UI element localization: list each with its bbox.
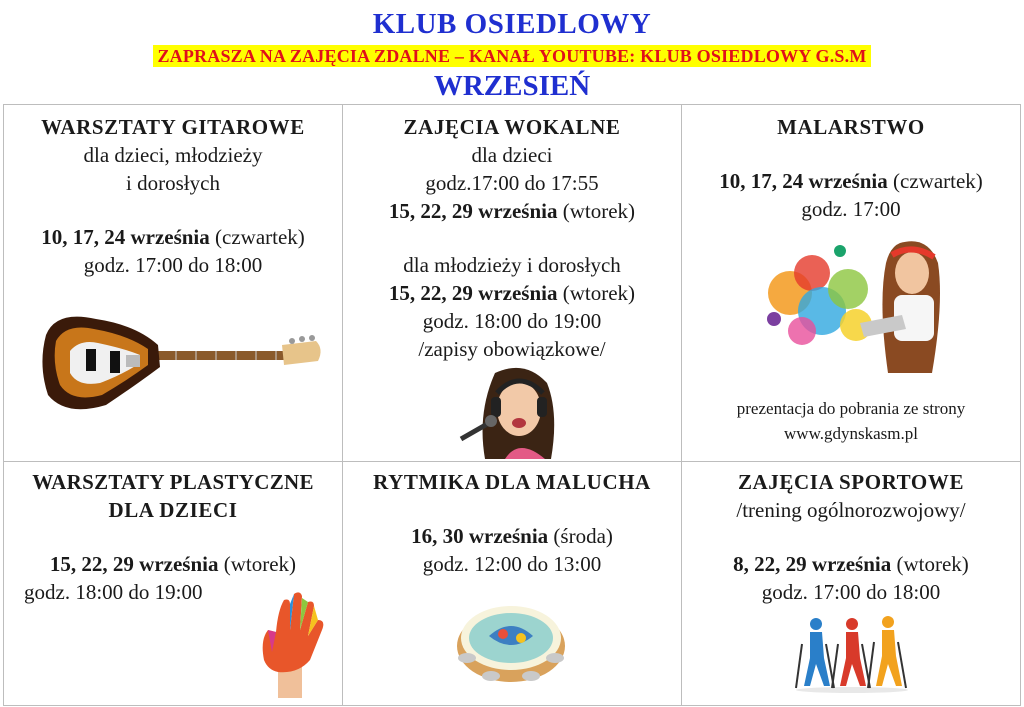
time-line: godz. 18:00 do 19:00 [422, 309, 602, 333]
dates-line [343, 279, 681, 307]
weekday: (wtorek) [557, 199, 636, 223]
audience-line: i dorosłych [126, 171, 220, 195]
cell-vocal-classes [343, 105, 682, 462]
cell-title-line2: DLA DZIECI [108, 498, 238, 522]
tambourine-icon [453, 592, 569, 688]
cell-rhythm-toddlers [343, 462, 682, 706]
dates-line [4, 223, 342, 251]
painted-hand-icon [248, 590, 330, 698]
singer-with-headphones-icon [455, 363, 570, 459]
dates-line [343, 197, 681, 225]
schedule-table [3, 104, 1021, 706]
cell-title: MALARSTWO [777, 115, 925, 139]
subtitle-banner [0, 45, 1024, 67]
dates-line [682, 167, 1020, 195]
cell-guitar-workshop [4, 105, 343, 462]
dates-bold: 16, 30 września [411, 524, 549, 548]
page-title: KLUB OSIEDLOWY [372, 8, 652, 40]
nordic-walkers-icon [792, 614, 912, 694]
cell-title: WARSZTATY PLASTYCZNE [32, 470, 314, 494]
audience-line: dla młodzieży i dorosłych [403, 253, 621, 277]
paint-splash-girl-icon [760, 233, 956, 373]
weekday: (czwartek) [887, 169, 983, 193]
signup-note: /zapisy obowiązkowe/ [418, 337, 606, 361]
dates-bold: 8, 22, 29 września [733, 552, 892, 576]
website-link[interactable]: www.gdynskasm.pl [784, 424, 918, 443]
dates-bold: 10, 17, 24 września [41, 225, 210, 249]
dates-line [682, 550, 1020, 578]
subtitle-text: ZAPRASZA NA ZAJĘCIA ZDALNE – KANAŁ YOUTUBE: KLUB OSIEDLOWY G.S.M [153, 45, 870, 67]
dates-line [4, 550, 342, 578]
weekday: (wtorek) [557, 281, 636, 305]
time-line: godz. 18:00 do 19:00 [24, 580, 203, 604]
audience-line: dla dzieci [471, 143, 553, 167]
cell-painting [682, 105, 1021, 462]
time-line: godz. 12:00 do 13:00 [422, 552, 602, 576]
cell-title: ZAJĘCIA SPORTOWE [737, 470, 965, 494]
dates-line [343, 522, 681, 550]
weekday: (wtorek) [218, 552, 297, 576]
dates-bold: 15, 22, 29 września [388, 199, 558, 223]
weekday: (środa) [548, 524, 613, 548]
dates-bold: 15, 22, 29 września [49, 552, 219, 576]
dates-bold: 15, 22, 29 września [388, 281, 558, 305]
electric-guitar-icon [36, 305, 326, 415]
audience-line: dla dzieci, młodzieży [83, 143, 263, 167]
time-line: godz. 17:00 do 18:00 [761, 580, 941, 604]
month-heading: WRZESIEŃ [433, 70, 591, 102]
time-line: godz. 17:00 [801, 197, 901, 221]
time-line: godz. 17:00 do 18:00 [83, 253, 263, 277]
cell-art-workshop [4, 462, 343, 706]
time-line: godz.17:00 do 17:55 [425, 171, 599, 195]
weekday: (wtorek) [891, 552, 969, 576]
download-note: prezentacja do pobrania ze strony [736, 399, 966, 418]
cell-title: RYTMIKA DLA MALUCHA [373, 470, 651, 494]
subtitle-line: /trening ogólnorozwojowy/ [736, 498, 966, 522]
cell-title: ZAJĘCIA WOKALNE [403, 115, 621, 139]
weekday: (czwartek) [209, 225, 305, 249]
dates-bold: 10, 17, 24 września [719, 169, 888, 193]
cell-sport-classes [682, 462, 1021, 706]
cell-title: WARSZTATY GITAROWE [41, 115, 305, 139]
